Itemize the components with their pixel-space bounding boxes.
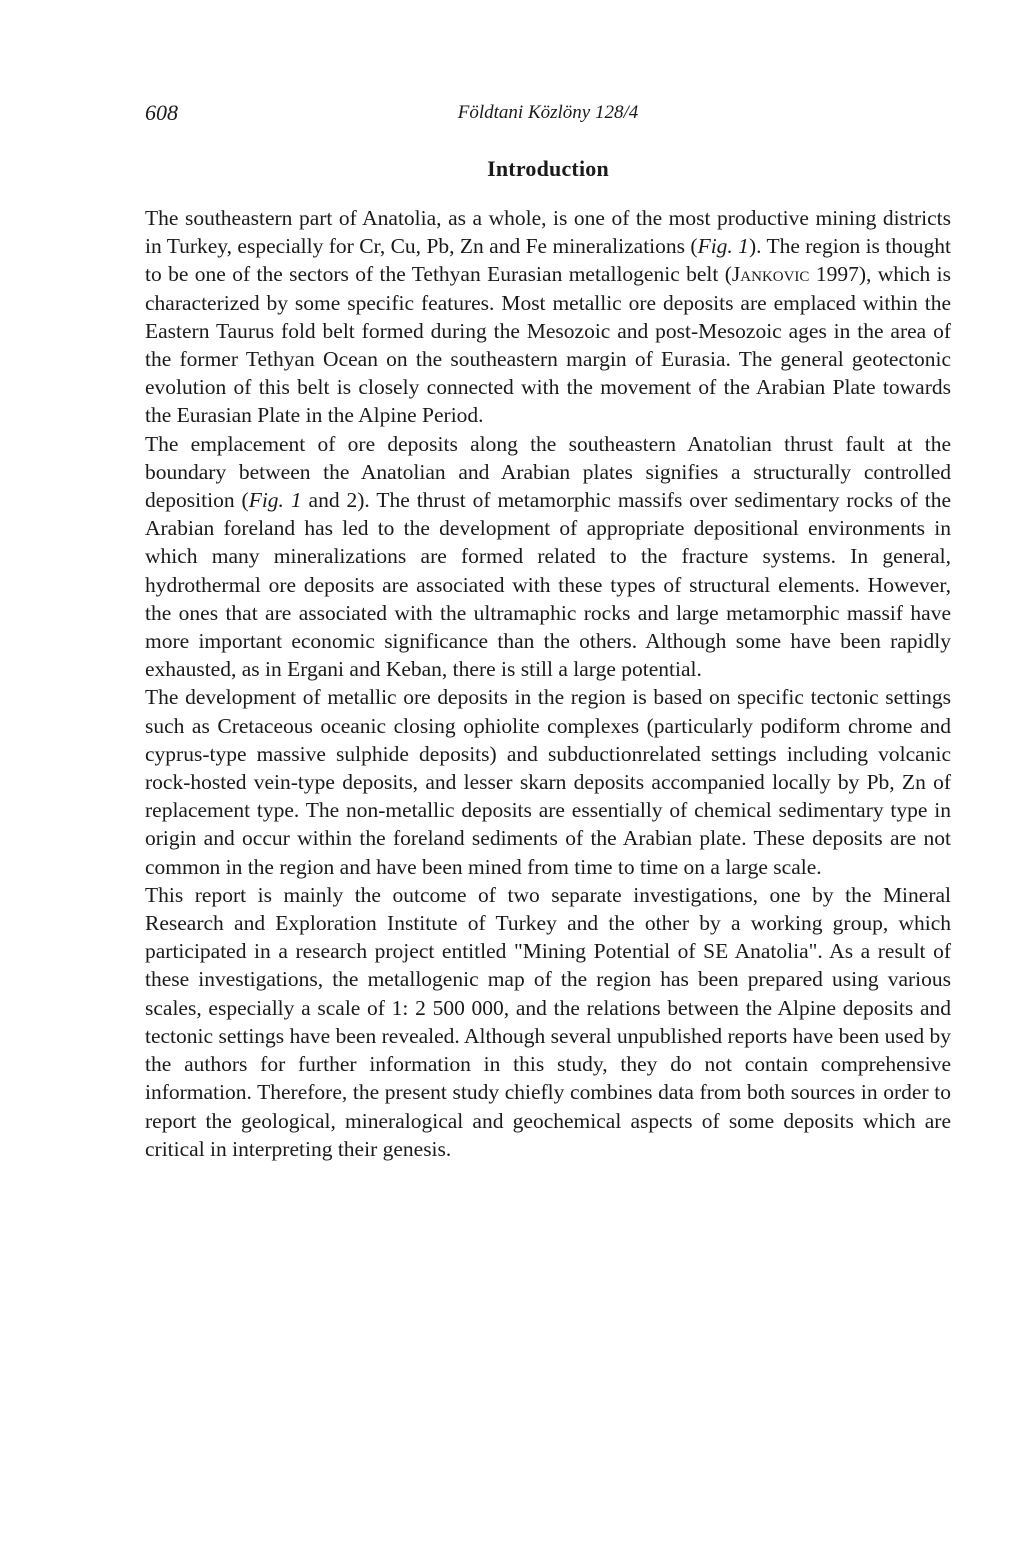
paragraph-2 xyxy=(145,430,951,684)
paragraph-3: The development of metallic ore deposits in the region is based on specific tectonic settings such as Cretaceous oceanic closing ophiolite complexes (particularly podiform chrome and cyprus-type massive sulphide deposits) and subductionrelated settings including volcanic rock-hosted vein-type deposits, and lesser skarn deposits accompanied locally by Pb, Zn of replacement type. The non-metallic deposits are essentially of chemical sedimentary type in origin and occur within the foreland sediments of the Arabian plate. These deposits are not common in the region and have been mined from time to time on a large scale. xyxy=(145,685,951,879)
figure-reference: Fig. 1 xyxy=(697,234,749,259)
author-citation: Jankovic xyxy=(731,262,810,287)
paragraph-2-text-a: The emplacement of ore deposits along the southeastern Anatolian thrust fault at the boundary between the Anatolian and Arabian plates signifies a structurally controlled deposition ( xyxy=(145,431,951,513)
journal-title: Földtani Közlöny 128/4 xyxy=(457,102,639,123)
paragraph-2-text-b: and 2). The thrust of metamorphic massifs over sedimentary rocks of the Arabian foreland has led to the development of appropriate depositional environments in which many mineralizations are formed related to the fracture systems. In general, hydrothermal ore deposits are associated with these types of structural elements. However, the ones that are associated with the ultramaphic rocks and large metamorphic massif have more important economic significance than the others. Although some have been rapidly exhausted, as in Ergani and Keban, there is still a large potential. xyxy=(145,488,952,682)
paragraph-1-text-a: The southeastern part of Anatolia, as a whole, is one of the most productive mining districts in Turkey, especially for Cr, Cu, Pb, Zn and Fe mineralizations ( xyxy=(145,206,951,259)
figure-reference: Fig. 1 xyxy=(248,488,302,513)
running-head xyxy=(145,100,951,134)
paragraph-4: This report is mainly the outcome of two separate investigations, one by the Mineral Research and Exploration Institute of Turkey and the other by a working group, which participated in a research project entitled "Mining Potential of SE Anatolia". As a result of these investigations, the metallogenic map of the region has been prepared using various scales, especially a scale of 1: 2 500 000, and the relations between the Alpine deposits and tectonic settings have been revealed. Although several unpublished reports have been used by the authors for further information in this study, they do not contain comprehensive information. Therefore, the present study chiefly combines data from both sources in order to report the geological, mineralogical and geochemical aspects of some deposits which are critical in interpreting their genesis. xyxy=(145,882,951,1161)
paragraph-1-text-c: 1997), which is characterized by some specific features. Most metallic ore deposits are emplaced within the Eastern Taurus fold belt formed during the Mesozoic and post-Mesozoic ages in the area of the former Tethyan Ocean on the southeastern margin of Eurasia. The general geotectonic evolution of this belt is closely connected with the movement of the Arabian Plate towards the Eurasian Plate in the Alpine Period. xyxy=(145,262,951,428)
section-title: Introduction xyxy=(487,156,609,181)
paragraph-1 xyxy=(145,204,951,430)
page-number: 608 xyxy=(145,100,178,125)
page xyxy=(145,100,951,1163)
paragraph-1-text-b: ). The region is thought to be one of the sectors of the Tethyan Eurasian metallogenic belt ( xyxy=(145,234,951,287)
